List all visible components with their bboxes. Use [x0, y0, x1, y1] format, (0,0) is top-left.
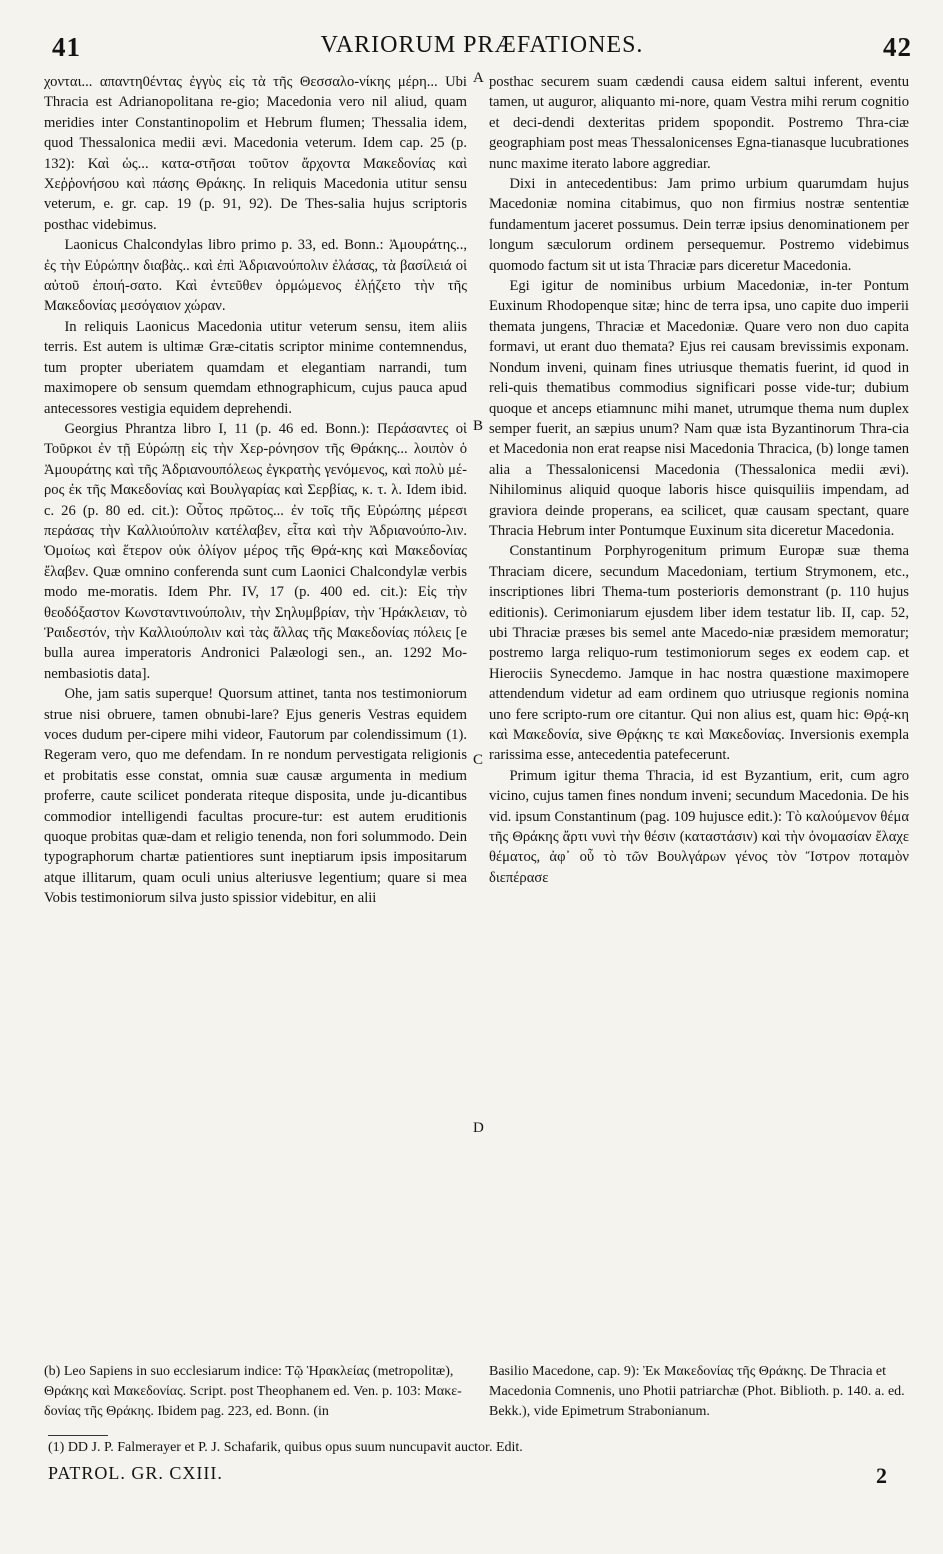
footnote-left [44, 1362, 467, 1422]
margin-letter-d: D [473, 1120, 484, 1136]
margin-letter-b: B [473, 418, 484, 434]
page-number-right: 42 [883, 32, 912, 62]
dedication-note: (1) DD J. P. Falmerayer et P. J. Schafarik, quibus opus suum nuncupavit auctor. Edit. [48, 1440, 523, 1455]
signature-mark: PATROL. GR. CXIII. [48, 1463, 223, 1483]
paragraph: Georgius Phrantza libro I, 11 (p. 46 ed. Bonn.): Περάσαντες οἱ Τοῦρκοι ἐν τῇ Εὐρώπῃ εἰς τὴν Χερ-ρόνησον τῆς Θράκης... λοιπὸν ὁ Ἀμουράτης καὶ τῆς Ἀδριανουπόλεως ἐγκρατὴς γενόμενος, καὶ πολὺ μέ-ρος ἐκ τῆς Μακεδονίας καὶ Βουλγαρίας καὶ Σερβίας, κ. τ. λ. Idem ibid. c. 26 (p. 80 ed. cit.): Οὗτος πρῶτος... ἐν τοῖς τῆς Εὐρώπης μέρεσι περάσας τὴν Καλλιούπολιν κατέλαβεν, εἶτα καὶ τὴν Ἀδριανούπο-λιν. Ὁμοίως καὶ ἕτερον οὐκ ὀλίγον μέρος τῆς Θρά-κης καὶ Μακεδονίας ἔλαβεν. Quæ omnino conferenda sunt cum Laonici Chalcondylæ verbis modo me-moratis. Idem Phr. IV, 17 (p. 400 ed. cit.): Εἰς τὴν θεοδόξαστον Κωνσταντινούπολιν, τὴν Σηλυμβρίαν, τὴν Ἡράκλειαν, τὸ Ῥαιδεστόν, τὴν Καλλιούπολιν καὶ τὰς ἄλλας τῆς Μακεδονίας πόλεις [e bulla aurea imperatoris Andronici Palæologi sen., an. 1292 Mo-nembasiotis data]. [44, 420, 467, 682]
paragraph: Constantinum Porphyrogenitum primum Europæ suæ thema Thraciam dicere, secundum Macedoniam, tertium Strymonem, etc., inscriptiones libri Thema-tum posterioris demonstrant (p. 110 hujus editionis). Cerimoniarum ejusdem liber idem testatur lib. II, cap. 52, ubi Thraciæ præses bis semel ante Macedo-niæ præsidem memoratur; postremo larga reliquo-rum testimoniorum seges ex eodem cap. et Hierociis Synecdemo. Jamque in hac nostra quæstione maximopere attendendum videtur ad eam ordinem quo utriusque regionis nomina uno fere scripto-rum ore citantur. Qui non alius est, quam hic: Θρᾴ-κη καὶ Μακεδονία, sive Θρᾴκης τε καὶ Μακεδονίας. Inversionis exempla rarissima esse, antecedentia patefecerunt. [489, 543, 909, 764]
signature-number: 2 [876, 1463, 888, 1488]
footnote-divider [48, 1435, 108, 1436]
footnote-text: (b) Leo Sapiens in suo ecclesiarum indice: Τῷ Ἡρακλείας (metropolitæ), Θράκης καὶ Μακεδονίας. Script. post Theophanem ed. Ven. p. 103: Μακε-δονίας τῆς Θράκης. Ibidem pag. 223, ed. Bonn. (in [44, 1364, 462, 1419]
paragraph: In reliquis Laonicus Macedonia utitur veterum sensu, item aliis terris. Est autem is ultimæ Græ-citatis scriptor minime contemnendus, tum propter uberiatem quamdam et elegantiam narrandi, tum maximopere ob sensum quemdam ethnographicum, cujus pauca apud antecessores vestigia equidem deprehendi. [44, 318, 467, 417]
paragraph: posthac securem suam cædendi causa eidem saltui inferent, eventu tamen, ut auguror, aliquanto mi-nore, quam Vestra mihi rerum cognitio et deci-dendi dexteritas pridem spopondit. Postremo Thra-ciæ geographiam post meas Thessalonicenses Egna-tianasque lucubrationes nunc maxime iterato labore aggrediar. [489, 74, 909, 172]
right-column [489, 72, 909, 888]
paragraph: Ohe, jam satis superque! Quorsum attinet, tanta nos testimoniorum strue nisi obruere, tamen obnubi-lare? Ejus generis Vestras equidem voces dudum per-cipere mihi videor, Fautorum par colendissimum (1). Regeram vero, quo me defendam. In re nondum pervestigata religionis et probitatis esse constat, omnia suæ causæ argumenta in medium proferre, caute scilicet ponderata riteque disposita, unde ju-dicantibus commodior intelligendi facultas procure-tur: est autem eruditionis quoque probitas quæ-dam et religio tenenda, non fori solummodo. Dein typographorum chartæ patientiores sunt ineptiarum ipsis impositarum atque illitarum, quam oculi unius alteriusve legentium; quare si mea Vobis testimoniorum silva justo spissior videbitur, en alii [44, 686, 467, 907]
footnote-text: Basilio Macedone, cap. 9): Ἐκ Μακεδονίας τῆς Θράκης. De Thracia et Macedonia Comnenis, uno Photii patriarchæ (Phot. Biblioth. p. 140. a. ed. Bekk.), vide Epimetrum Strabonianum. [489, 1364, 905, 1419]
paragraph: Laonicus Chalcondylas libro primo p. 33, ed. Bonn.: Ἀμουράτης.., ἐς τὴν Εὐρώπην διαβὰς.. καὶ ἐπὶ Ἀδριανούπολιν ἐλάσας, τὰ βασίλειά οἱ αὐτοῦ ἐποιή-σατο. Καὶ ἐντεῦθεν ὁρμώμενος ἐλῄζετο τὴν τῆς Μακεδονίας μεσόγαιον χώραν. [44, 237, 467, 315]
left-column [44, 72, 467, 909]
paragraph: Dixi in antecedentibus: Jam primo urbium quarumdam hujus Macedoniæ nomina citabimus, quo non firmius nostræ sententiæ fundamentum jaceret possumus. Dein terræ ipsius denominationem per longum sæculorum ordinem persequemur. Postremo videbimus quomodo factum sit ut ista Thraciæ pars diceretur Macedonia. [489, 176, 909, 274]
footnote-right [489, 1362, 909, 1422]
page-header [52, 32, 912, 66]
paragraph: χονται... απαντη0έντας ἐγγὺς εἰς τὰ τῆς Θεσσαλο-νίκης μέρη... Ubi Thracia est Adrianopolitana re-gio; Macedonia vero nil aliud, quam meridies inter Constantinopolim et Hebrum flumen; Thessalia idem, quod Thessalonica medii ævi. Macedonia veterum. Idem cap. 25 (p. 132): Καὶ ὡς... κατα-στῆσαι τοῦτον ἄρχοντα Μακεδονίας καὶ Χεῤῥονήσου καὶ πάσης Θράκης. In reliquis Macedonia utitur sensu veterum, e. gr. cap. 19 (p. 91, 92). De Thes-salia hujus scriptoris posthac videbimus. [44, 74, 467, 233]
paragraph: Primum igitur thema Thracia, id est Byzantium, erit, cum agro vicino, cujus tamen fines nondum inveni; secundum Macedonia. De his vid. ipsum Constantinum (pag. 109 hujusce edit.): Τὸ καλούμενον θέμα τῆς Θράκης ἄρτι νυνὶ τὴν θέσιν (καταστάσιν) καὶ τὴν ὀνομασίαν ἔλαχε θέματος, ἀφ᾽ οὗ τὸ τῶν Βουλγάρων γένος τὸν Ἴστρον ποταμὸν διεπέρασε [489, 767, 909, 886]
page-number-left: 41 [52, 32, 81, 62]
margin-letter-c: C [473, 752, 484, 768]
running-title: VARIORUM PRÆFATIONES. [320, 32, 644, 58]
paragraph: Egi igitur de nominibus urbium Macedoniæ, in-ter Pontum Euxinum Rhodopenque sitæ; hinc de terra ipsa, uno capite duo imperii themata jungens, Thraciæ et Macedoniæ. Quare vero non duo capita formavi, ut erant duo themata? Ejus rei causam brevissimis exponam. Nondum inveni, quinam fines utriusque thematis fuerint, id quod in reli-quis thematibus commodius significari posse vide-tur; dubium quoque et anceps etiamnunc mihi manet, utrumque thema num duplex semper fuerit, an sæpius unum? Nam quæ ista Byzantinorum Thra-cia et Macedonia non erat reapse nisi Macedonia Thracica, (b) longe tamen alia a Thessalonicensi Macedonia (Thessalonica medii ævi). Nihilominus aliquid quoque laboris hisce quisquiliis impendam, ad graviora deinde properans, ea scilicet, quæ causam spectant, quare Thracia Hebrum inter Pontumque Euxinum sita diceretur Macedonia. [489, 278, 909, 539]
page-footer [48, 1463, 908, 1491]
margin-letter-a: A [473, 70, 484, 86]
